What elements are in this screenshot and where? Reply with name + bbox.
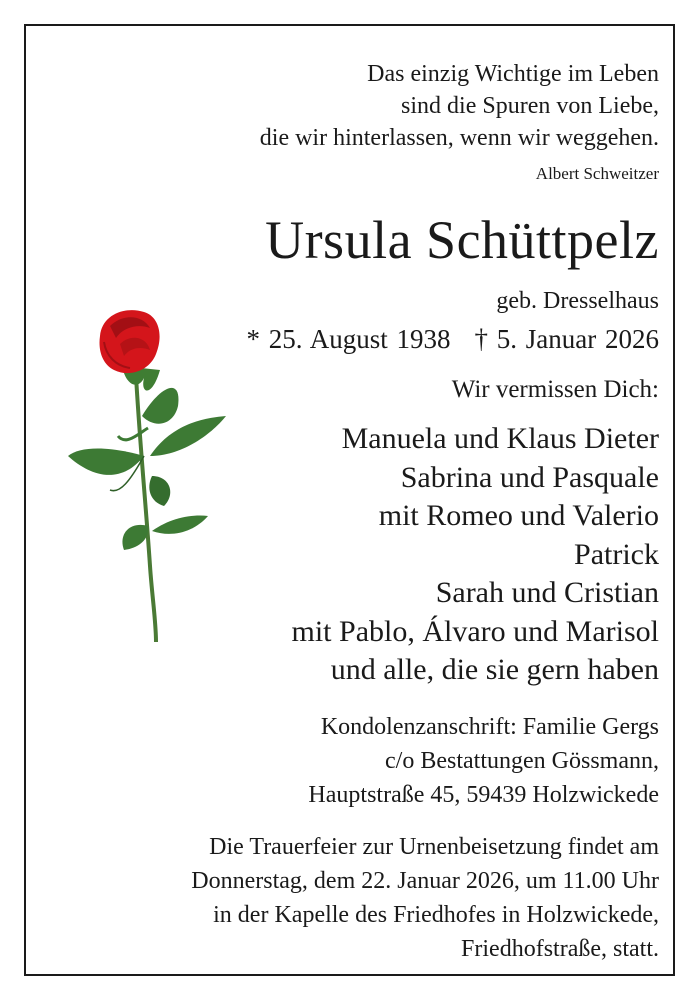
mourner-line: Sabrina und Pasquale [400, 460, 659, 494]
quote-line: sind die Spuren von Liebe, [401, 93, 659, 119]
service-line: Donnerstag, dem 22. Januar 2026, um 11.00 Uhr [191, 868, 659, 894]
service-info [191, 830, 659, 966]
birth-name: geb. Dresselhaus [496, 288, 659, 314]
mourner-line: und alle, die sie gern haben [330, 653, 659, 686]
service-line: Friedhofstraße, statt. [461, 936, 659, 962]
quote-line: Das einzig Wichtige im Leben [367, 61, 659, 87]
service-line: Die Trauerfeier zur Urnenbeisetzung findet am [209, 834, 659, 860]
condolence-address [308, 710, 659, 812]
mourners-intro: Wir vermissen Dich: [451, 376, 659, 403]
birth-date: * 25. August 1938 [246, 324, 451, 354]
mourner-line: mit Romeo und Valerio [378, 499, 659, 532]
mourners-list [292, 420, 659, 690]
life-dates [247, 324, 660, 355]
quote-line: die wir hinterlassen, wenn wir weggehen. [259, 125, 659, 151]
death-date: † 5. Januar 2026 [474, 324, 659, 354]
service-line: in der Kapelle des Friedhofes in Holzwickede, [213, 902, 659, 928]
quote-author: Albert Schweitzer [535, 164, 659, 183]
deceased-name: Ursula Schüttpelz [265, 210, 659, 270]
mourner-line: Manuela und Klaus Dieter [341, 422, 659, 455]
condolence-line: Hauptstraße 45, 59439 Holzwickede [308, 782, 659, 808]
mourner-line: Patrick [574, 537, 659, 571]
condolence-line: Kondolenzanschrift: Familie Gergs [320, 714, 659, 740]
quote [260, 58, 659, 154]
condolence-line: c/o Bestattungen Gössmann, [385, 748, 659, 774]
rose-icon [60, 306, 235, 646]
mourner-line: mit Pablo, Álvaro und Marisol [291, 614, 659, 648]
mourner-line: Sarah und Cristian [435, 576, 659, 609]
